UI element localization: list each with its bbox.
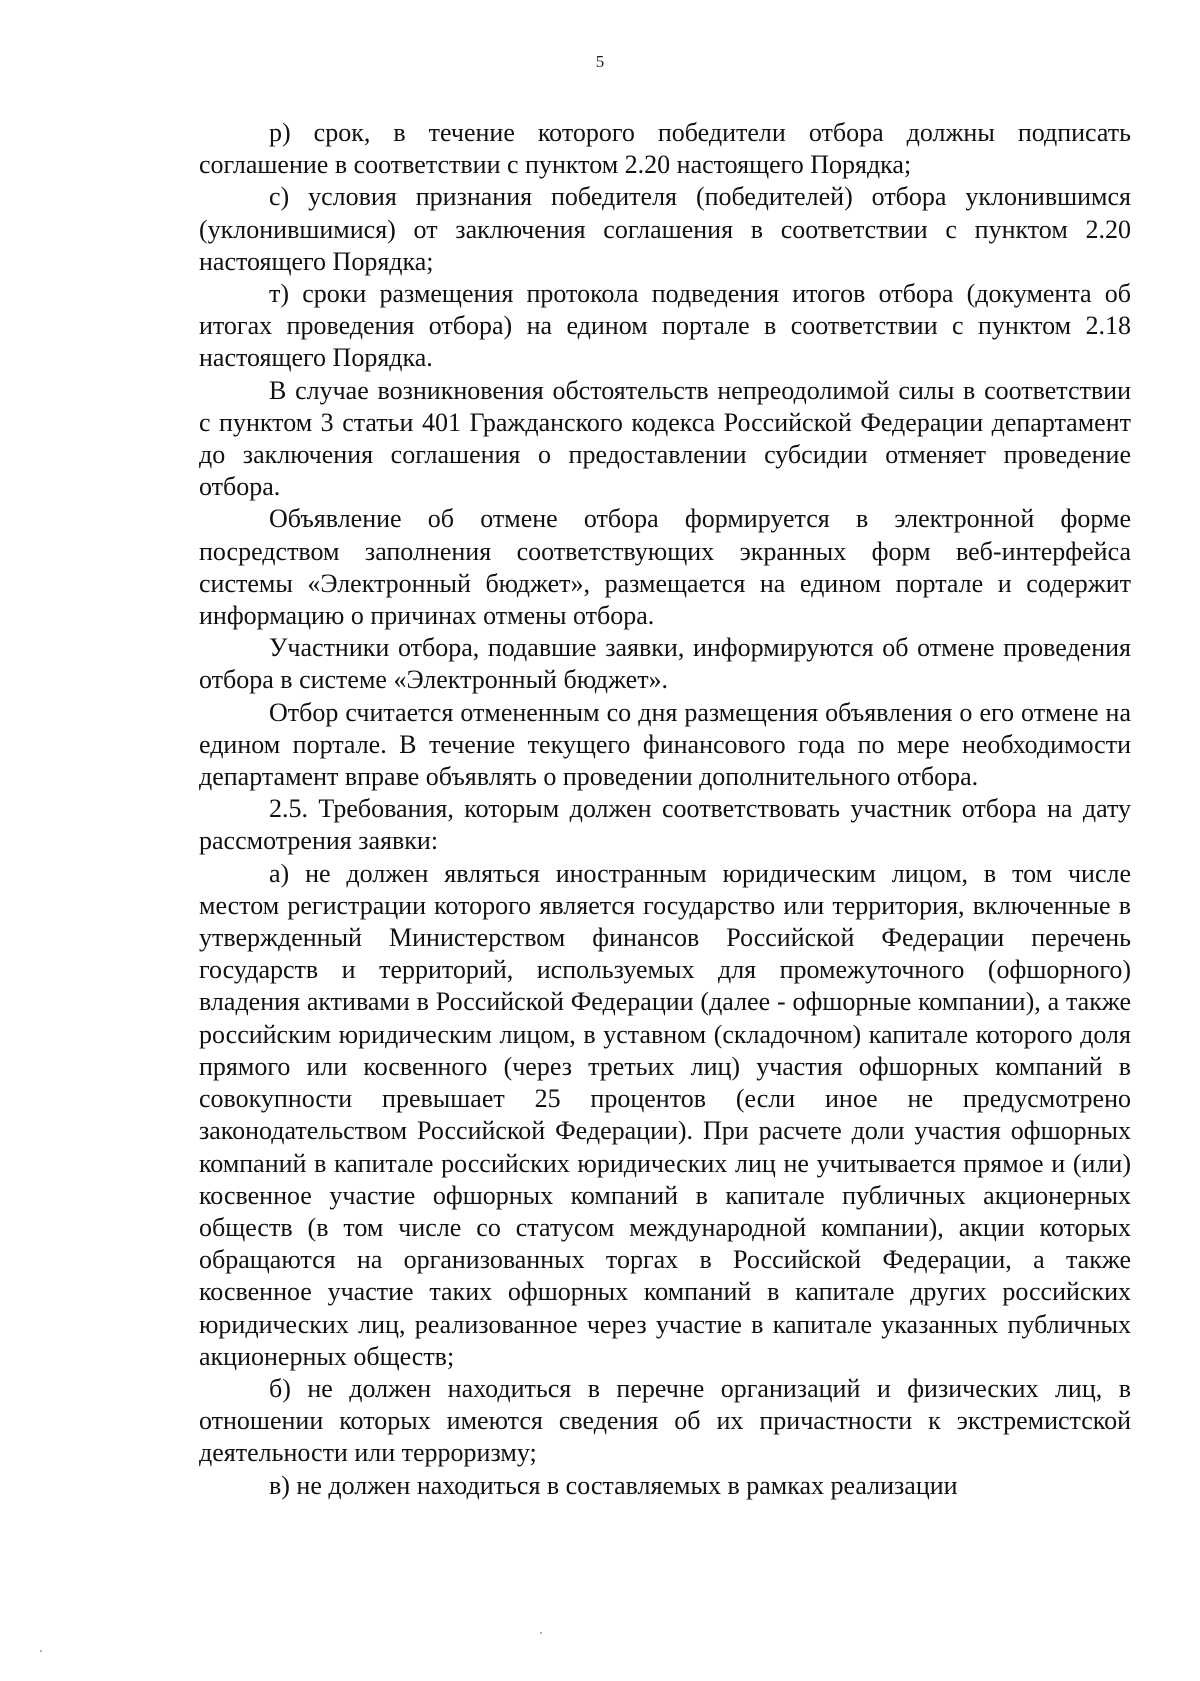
paragraph-item-t: т) сроки размещения протокола подведения итогов отбора (документа об итогах проведения отбора) на едином портале в соответствии с пунктом 2.18 настоящего Порядка. xyxy=(199,279,1131,373)
document-body xyxy=(199,117,1131,1502)
paragraph-item-s: с) условия признания победителя (победителей) отбора уклонившимся (уклонившимися) от заключения соглашения в соответствии с пунктом 2.20 настоящего Порядка; xyxy=(199,182,1131,276)
paragraph-cancellation-date: Отбор считается отмененным со дня размещения объявления о его отмене на едином портале. В течение текущего финансового года по мере необходимости департамент вправе объявлять о проведении дополнительного отбора. xyxy=(199,697,1131,792)
paragraph-force-majeure: В случае возникновения обстоятельств непреодолимой силы в соответствии с пунктом 3 статьи 401 Гражданского кодекса Российской Федерации департамент до заключения соглашения о предоставлении субсидии отменяет проведение отбора. xyxy=(199,375,1131,502)
paragraph-section-2-5: 2.5. Требования, которым должен соответствовать участник отбора на дату рассмотрения заявки: xyxy=(199,794,1131,856)
paragraph-cancellation-notice: Объявление об отмене отбора формируется в электронной форме посредством заполнения соответствующих экранных форм веб-интерфейса системы «Электронный бюджет», размещается на едином портале и содержит информацию о причинах отмены отбора. xyxy=(199,504,1131,631)
paragraph-requirement-b: б) не должен находиться в перечне организаций и физических лиц, в отношении которых имеются сведения об их причастности к экстремистской деятельности или терроризму; xyxy=(199,1373,1131,1468)
scan-speck xyxy=(540,1632,542,1634)
paragraph-requirement-v: в) не должен находиться в составляемых в рамках реализации xyxy=(269,1470,958,1500)
paragraph-item-r: р) срок, в течение которого победители отбора должны подписать соглашение в соответствии с пунктом 2.20 настоящего Порядка; xyxy=(199,118,1131,180)
paragraph-participants-informed: Участники отбора, подавшие заявки, информируются об отмене проведения отбора в системе «Электронный бюджет». xyxy=(199,633,1131,695)
page-number: 5 xyxy=(595,52,605,71)
scan-speck xyxy=(40,1650,42,1652)
paragraph-requirement-a: а) не должен являться иностранным юридическим лицом, в том числе местом регистрации которого является государство или территория, включенные в утвержденный Министерством финансов Российской Федерации перечень государств и территорий, используемых для промежуточного (офшорного) владения активами в Российской Федерации (далее - офшорные компании), а также российским юридическим лицом, в уставном (складочном) капитале которого доля прямого или косвенного (через третьих лиц) участия офшорных компаний в совокупности превышает 25 процентов (если иное не предусмотрено законодательством Российской Федерации). При расчете доли участия офшорных компаний в капитале российских юридических лиц не учитывается прямое и (или) косвенное участие офшорных компаний в капитале публичных акционерных обществ (в том числе со статусом международной компании), акции которых обращаются на организованных торгах в Российской Федерации, а также косвенное участие таких офшорных компаний в капитале других российских юридических лиц, реализованное через участие в капитале указанных публичных акционерных обществ; xyxy=(199,858,1131,1371)
